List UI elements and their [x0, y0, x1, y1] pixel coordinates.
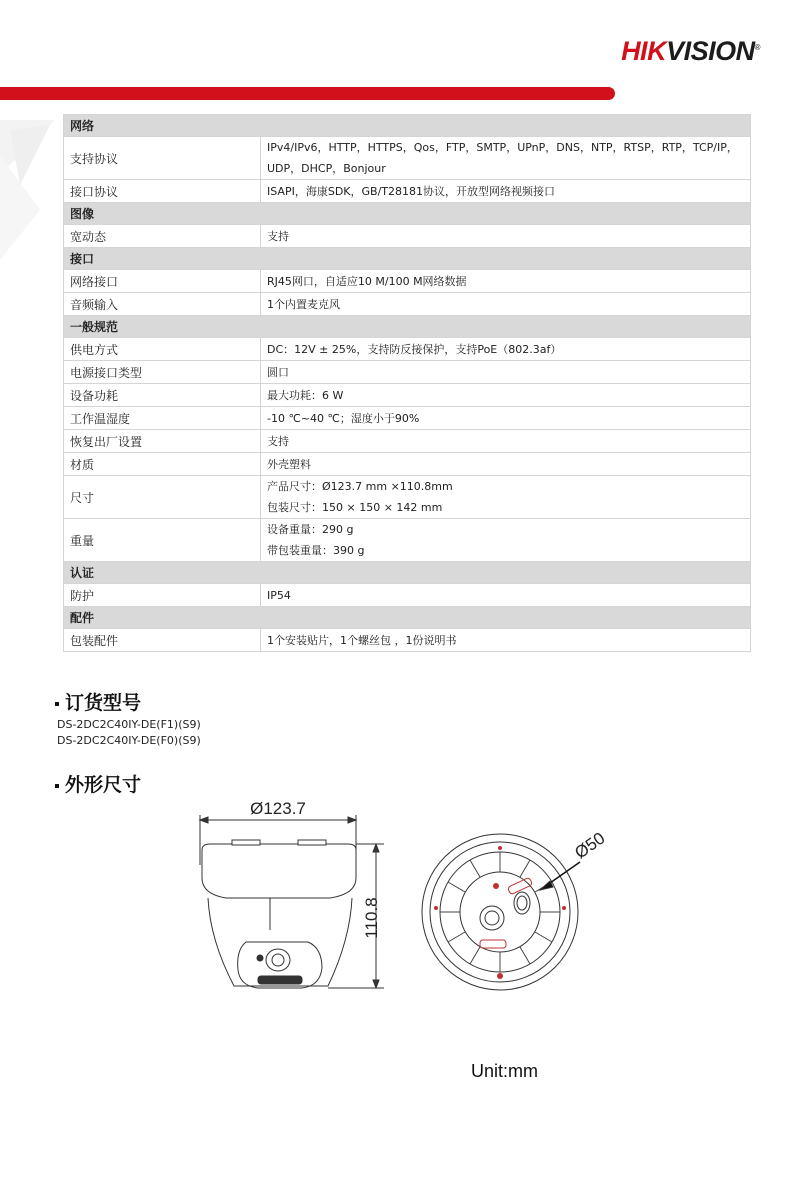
spec-key: 重量: [64, 519, 261, 562]
spec-row: [64, 476, 751, 519]
spec-value-line: 设备重量：290 g: [267, 523, 354, 536]
spec-value: [261, 453, 751, 476]
spec-section-header: [64, 562, 751, 584]
spec-value-line: IPv4/IPv6，HTTP，HTTPS，Qos，FTP，SMTP，UPnP，DNS，NTP，RTSP，RTP，TCP/IP，: [267, 141, 738, 154]
section-title: 配件: [64, 607, 751, 629]
spec-section-header: [64, 248, 751, 270]
spec-value-line: RJ45网口，自适应10 M/100 M网络数据: [267, 274, 467, 288]
order-heading: 订货型号: [55, 688, 141, 715]
spec-value: [261, 629, 751, 652]
spec-row: [64, 584, 751, 607]
spec-key: 宽动态: [64, 225, 261, 248]
spec-section-header: [64, 203, 751, 225]
spec-value: [261, 361, 751, 384]
spec-row: [64, 453, 751, 476]
spec-row: [64, 407, 751, 430]
spec-key: 包装配件: [64, 629, 261, 652]
model-number: DS-2DC2C40IY-DE(F0)(S9): [57, 734, 201, 747]
spec-value: [261, 407, 751, 430]
spec-value-line: 包装尺寸：150 × 150 × 142 mm: [267, 501, 443, 514]
spec-key: 防护: [64, 584, 261, 607]
model-number: DS-2DC2C40IY-DE(F1)(S9): [57, 718, 201, 731]
diameter-label: Ø123.7: [250, 799, 306, 818]
spec-key: 支持协议: [64, 137, 261, 180]
spec-value-line: 产品尺寸：Ø123.7 mm ×110.8mm: [267, 480, 453, 493]
spec-section-header: [64, 607, 751, 629]
spec-row: [64, 519, 751, 562]
spec-value: [261, 137, 751, 180]
spec-row: [64, 384, 751, 407]
spec-value-line: 最大功耗：6 W: [267, 388, 344, 402]
header-red-bar: [0, 87, 615, 100]
spec-value-line: ISAPI，海康SDK，GB/T28181协议，开放型网络视频接口: [267, 184, 555, 198]
spec-value: [261, 225, 751, 248]
spec-section-header: [64, 316, 751, 338]
spec-key: 设备功耗: [64, 384, 261, 407]
spec-value-line: UDP，DHCP，Bonjour: [267, 162, 386, 175]
spec-value: [261, 476, 751, 519]
spec-value: [261, 270, 751, 293]
spec-value: [261, 384, 751, 407]
spec-row: [64, 338, 751, 361]
spec-key: 音频输入: [64, 293, 261, 316]
dimensions-heading: 外形尺寸: [55, 770, 141, 797]
spec-value-line: DC：12V ± 25%，支持防反接保护，支持PoE（802.3af）: [267, 342, 562, 356]
spec-key: 接口协议: [64, 180, 261, 203]
spec-row: [64, 293, 751, 316]
spec-value-line: 支持: [267, 434, 289, 448]
spec-row: [64, 180, 751, 203]
spec-row: [64, 629, 751, 652]
bottom-view: [422, 834, 580, 990]
spec-value-line: 外壳塑料: [267, 457, 311, 471]
spec-key: 供电方式: [64, 338, 261, 361]
spec-value: [261, 584, 751, 607]
side-view: [200, 815, 384, 988]
decorative-triangles: [0, 100, 60, 260]
spec-value: [261, 430, 751, 453]
spec-key: 工作温湿度: [64, 407, 261, 430]
spec-value: [261, 180, 751, 203]
spec-section-header: [64, 115, 751, 137]
spec-value-line: 1个内置麦克风: [267, 297, 340, 311]
section-title: 一般规范: [64, 316, 751, 338]
spec-key: 材质: [64, 453, 261, 476]
spec-key: 尺寸: [64, 476, 261, 519]
base-diameter-label: Ø50: [571, 828, 609, 863]
section-title: 图像: [64, 203, 751, 225]
spec-row: [64, 270, 751, 293]
dimension-drawing: [180, 790, 620, 1005]
unit-label: Unit:mm: [471, 1061, 538, 1081]
height-label: 110.8: [362, 897, 381, 939]
spec-key: 网络接口: [64, 270, 261, 293]
spec-value-line: 圆口: [267, 365, 289, 379]
spec-row: [64, 137, 751, 180]
section-title: 接口: [64, 248, 751, 270]
bullet-icon: [55, 702, 59, 706]
spec-value: [261, 338, 751, 361]
spec-value-line: -10 ℃~40 ℃；湿度小于90%: [267, 411, 420, 425]
spec-value-line: 带包装重量：390 g: [267, 544, 365, 557]
section-title: 网络: [64, 115, 751, 137]
spec-row: [64, 225, 751, 248]
spec-value: [261, 519, 751, 562]
bullet-icon: [55, 784, 59, 788]
section-title: 认证: [64, 562, 751, 584]
spec-value: [261, 293, 751, 316]
spec-key: 恢复出厂设置: [64, 430, 261, 453]
spec-value-line: 支持: [267, 229, 289, 243]
hikvision-logo: HIKVISION®: [621, 36, 760, 66]
spec-value-line: IP54: [267, 588, 291, 602]
spec-row: [64, 430, 751, 453]
spec-value-line: 1个安装贴片，1个螺丝包 ，1份说明书: [267, 633, 457, 647]
spec-key: 电源接口类型: [64, 361, 261, 384]
spec-row: [64, 361, 751, 384]
spec-table: [63, 114, 751, 652]
